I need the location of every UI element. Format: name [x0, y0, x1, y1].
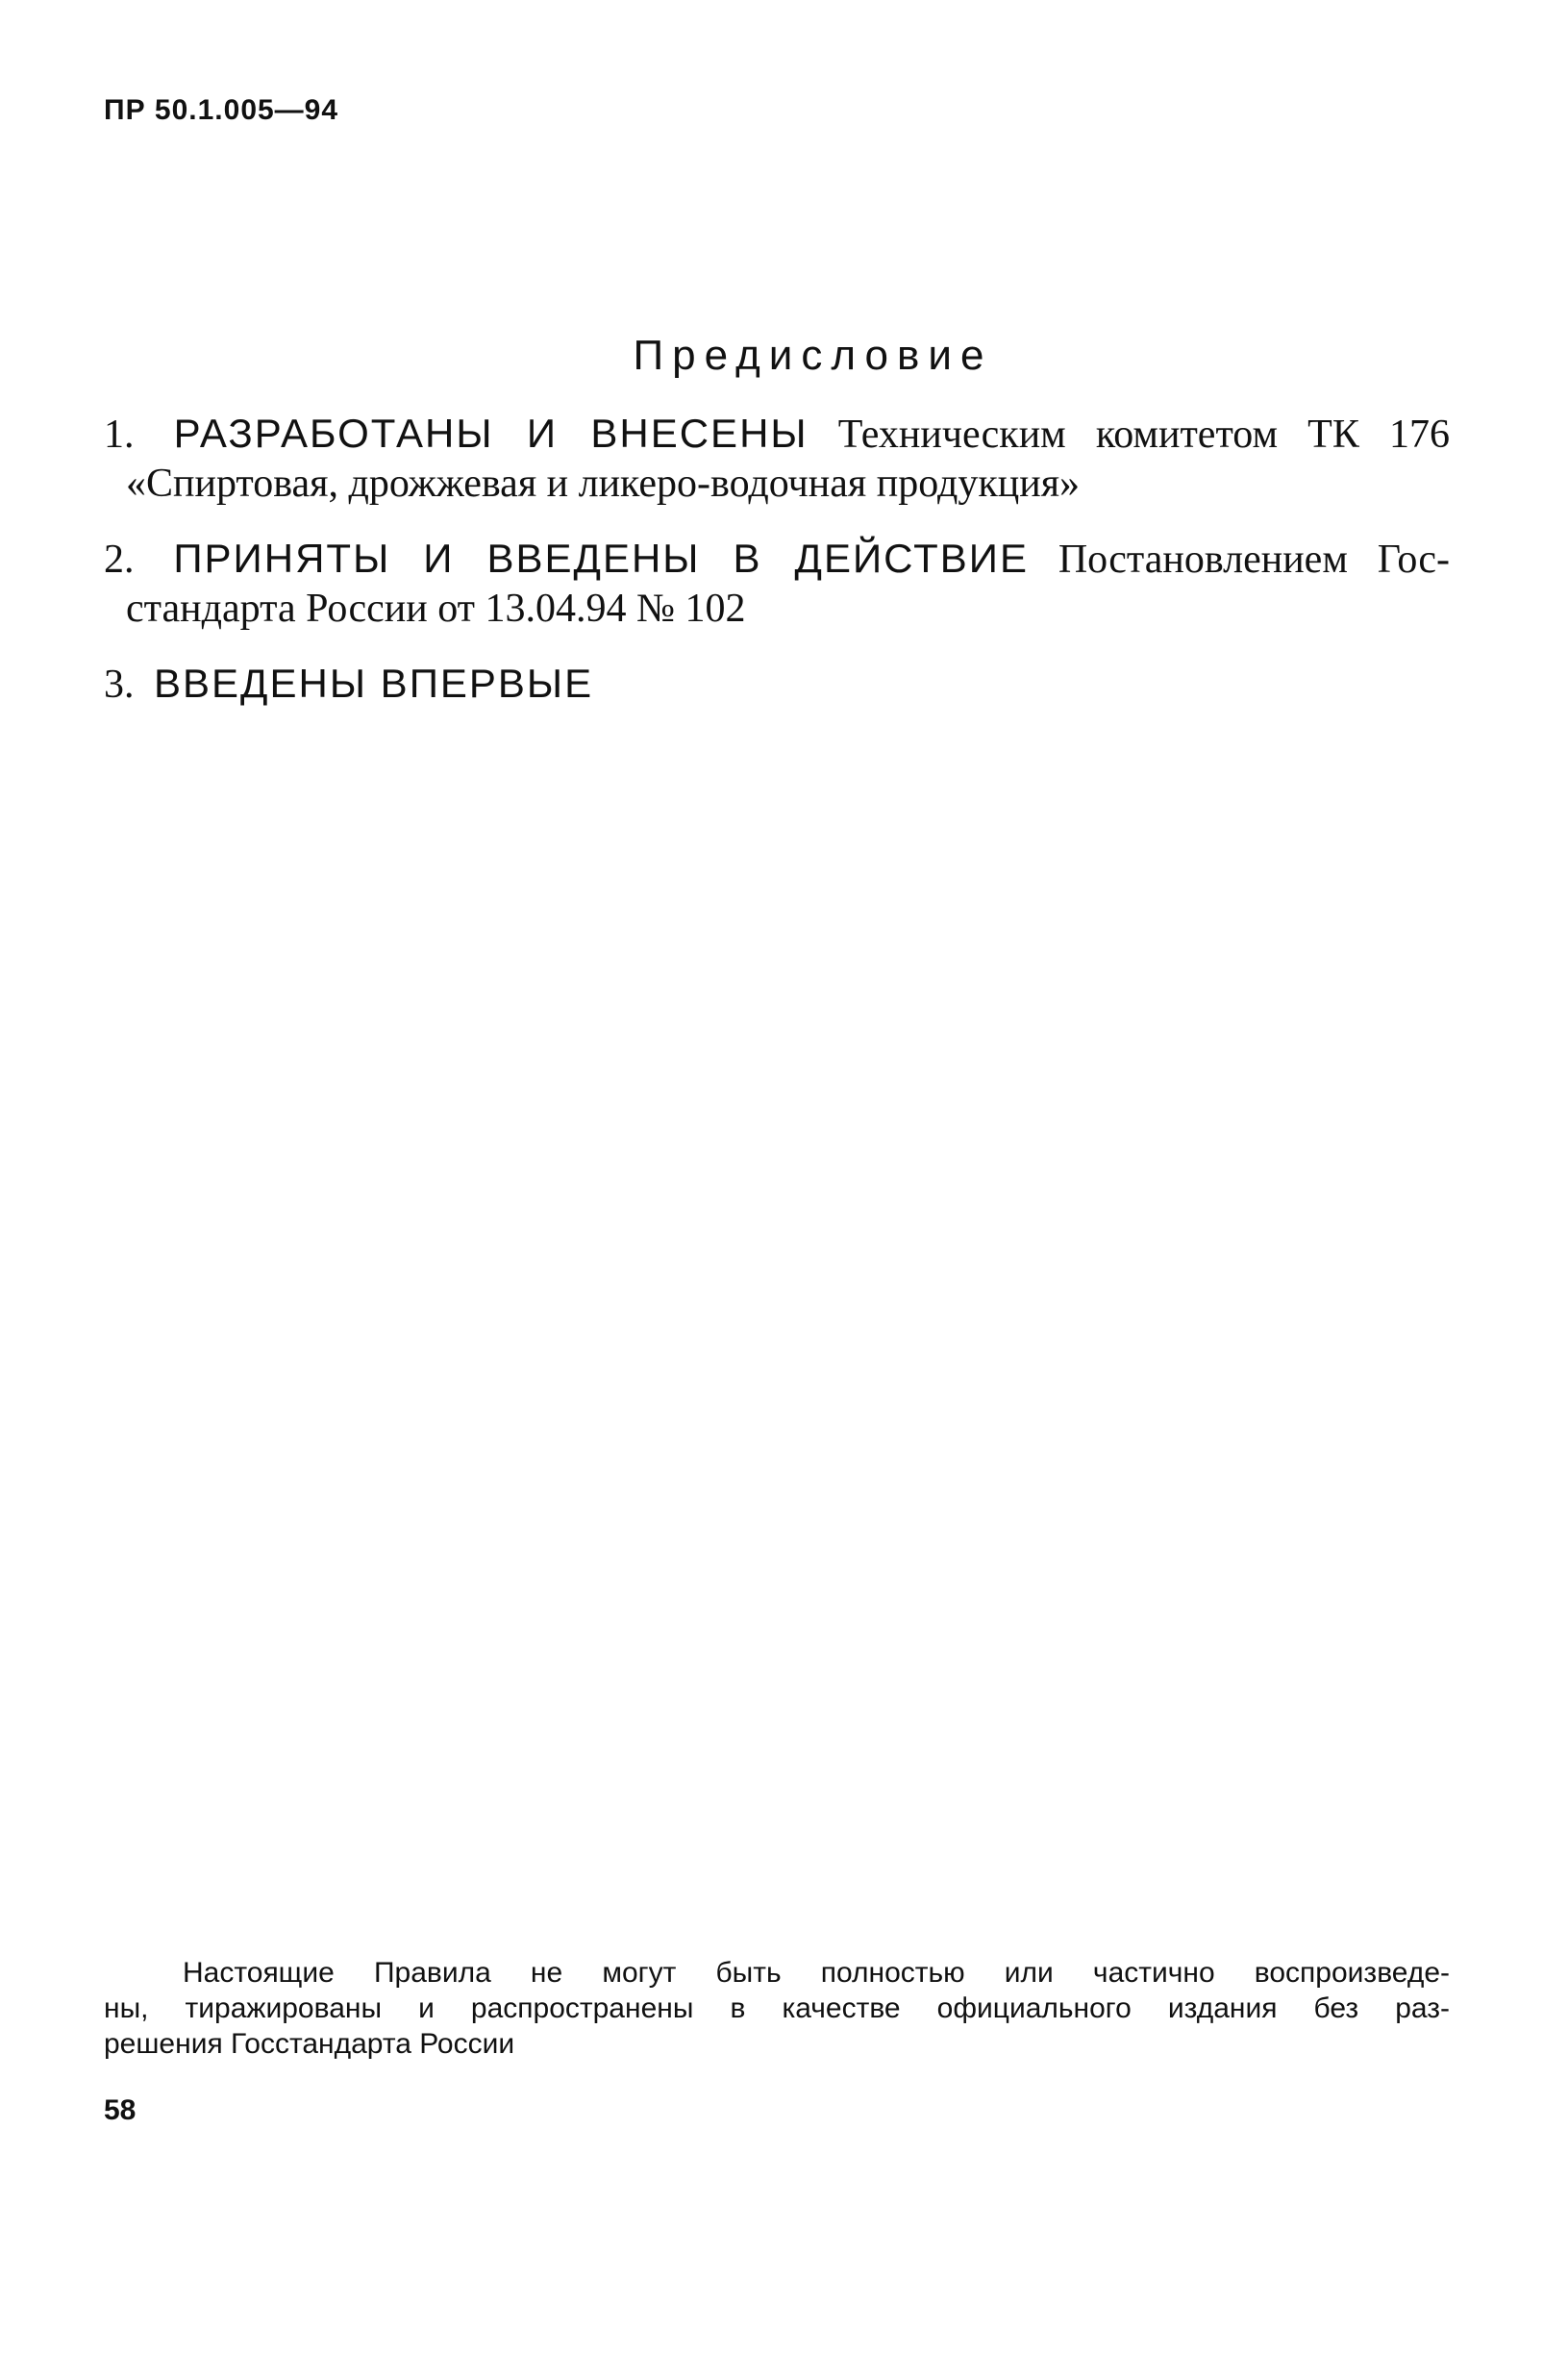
preface-item-1-line-1 [104, 409, 1450, 460]
preface-item-2-lead: ПРИНЯТЫ И ВВЕДЕНЫ В ДЕЙСТВИЕ [173, 536, 1029, 581]
preface-item-2-line-2: стандарта России от 13.04.94 № 102 [126, 587, 746, 631]
preface-item-2-number: 2. [104, 538, 135, 582]
preface-item-1-lead: РАЗРАБОТАНЫ И ВНЕСЕНЫ [173, 411, 809, 456]
document-header-code: ПР 50.1.005—94 [104, 94, 339, 126]
notice-line-3: решения Госстандарта России [104, 2028, 515, 2060]
notice-line-1: Настоящие Правила не могут быть полностью или частично воспроизведе- [183, 1957, 1450, 1989]
preface-item-1-line-2: «Спиртовая, дрожжевая и ликеро-водочная продукция» [126, 462, 1081, 506]
preface-item-2-text: Постановлением Гос- [1058, 538, 1451, 582]
preface-item-1 [104, 409, 1450, 509]
reproduction-notice [104, 1955, 1450, 2062]
preface-item-1-text: Техническим комитетом ТК 176 [837, 413, 1450, 457]
preface-item-3-number: 3. [104, 663, 135, 707]
page-number: 58 [104, 2094, 137, 2126]
preface-item-3 [104, 659, 1450, 710]
preface-item-3-lead: ВВЕДЕНЫ ВПЕРВЫЕ [154, 661, 594, 706]
preface-item-2 [104, 534, 1450, 634]
preface-item-3-line-1 [104, 659, 1450, 710]
preface-items [104, 409, 1450, 735]
preface-item-2-line-1 [104, 534, 1450, 585]
preface-title: Предисловие [633, 332, 993, 379]
preface-item-1-number: 1. [104, 413, 135, 457]
notice-line-2: ны, тиражированы и распространены в качестве официального издания без раз- [104, 1992, 1450, 2024]
